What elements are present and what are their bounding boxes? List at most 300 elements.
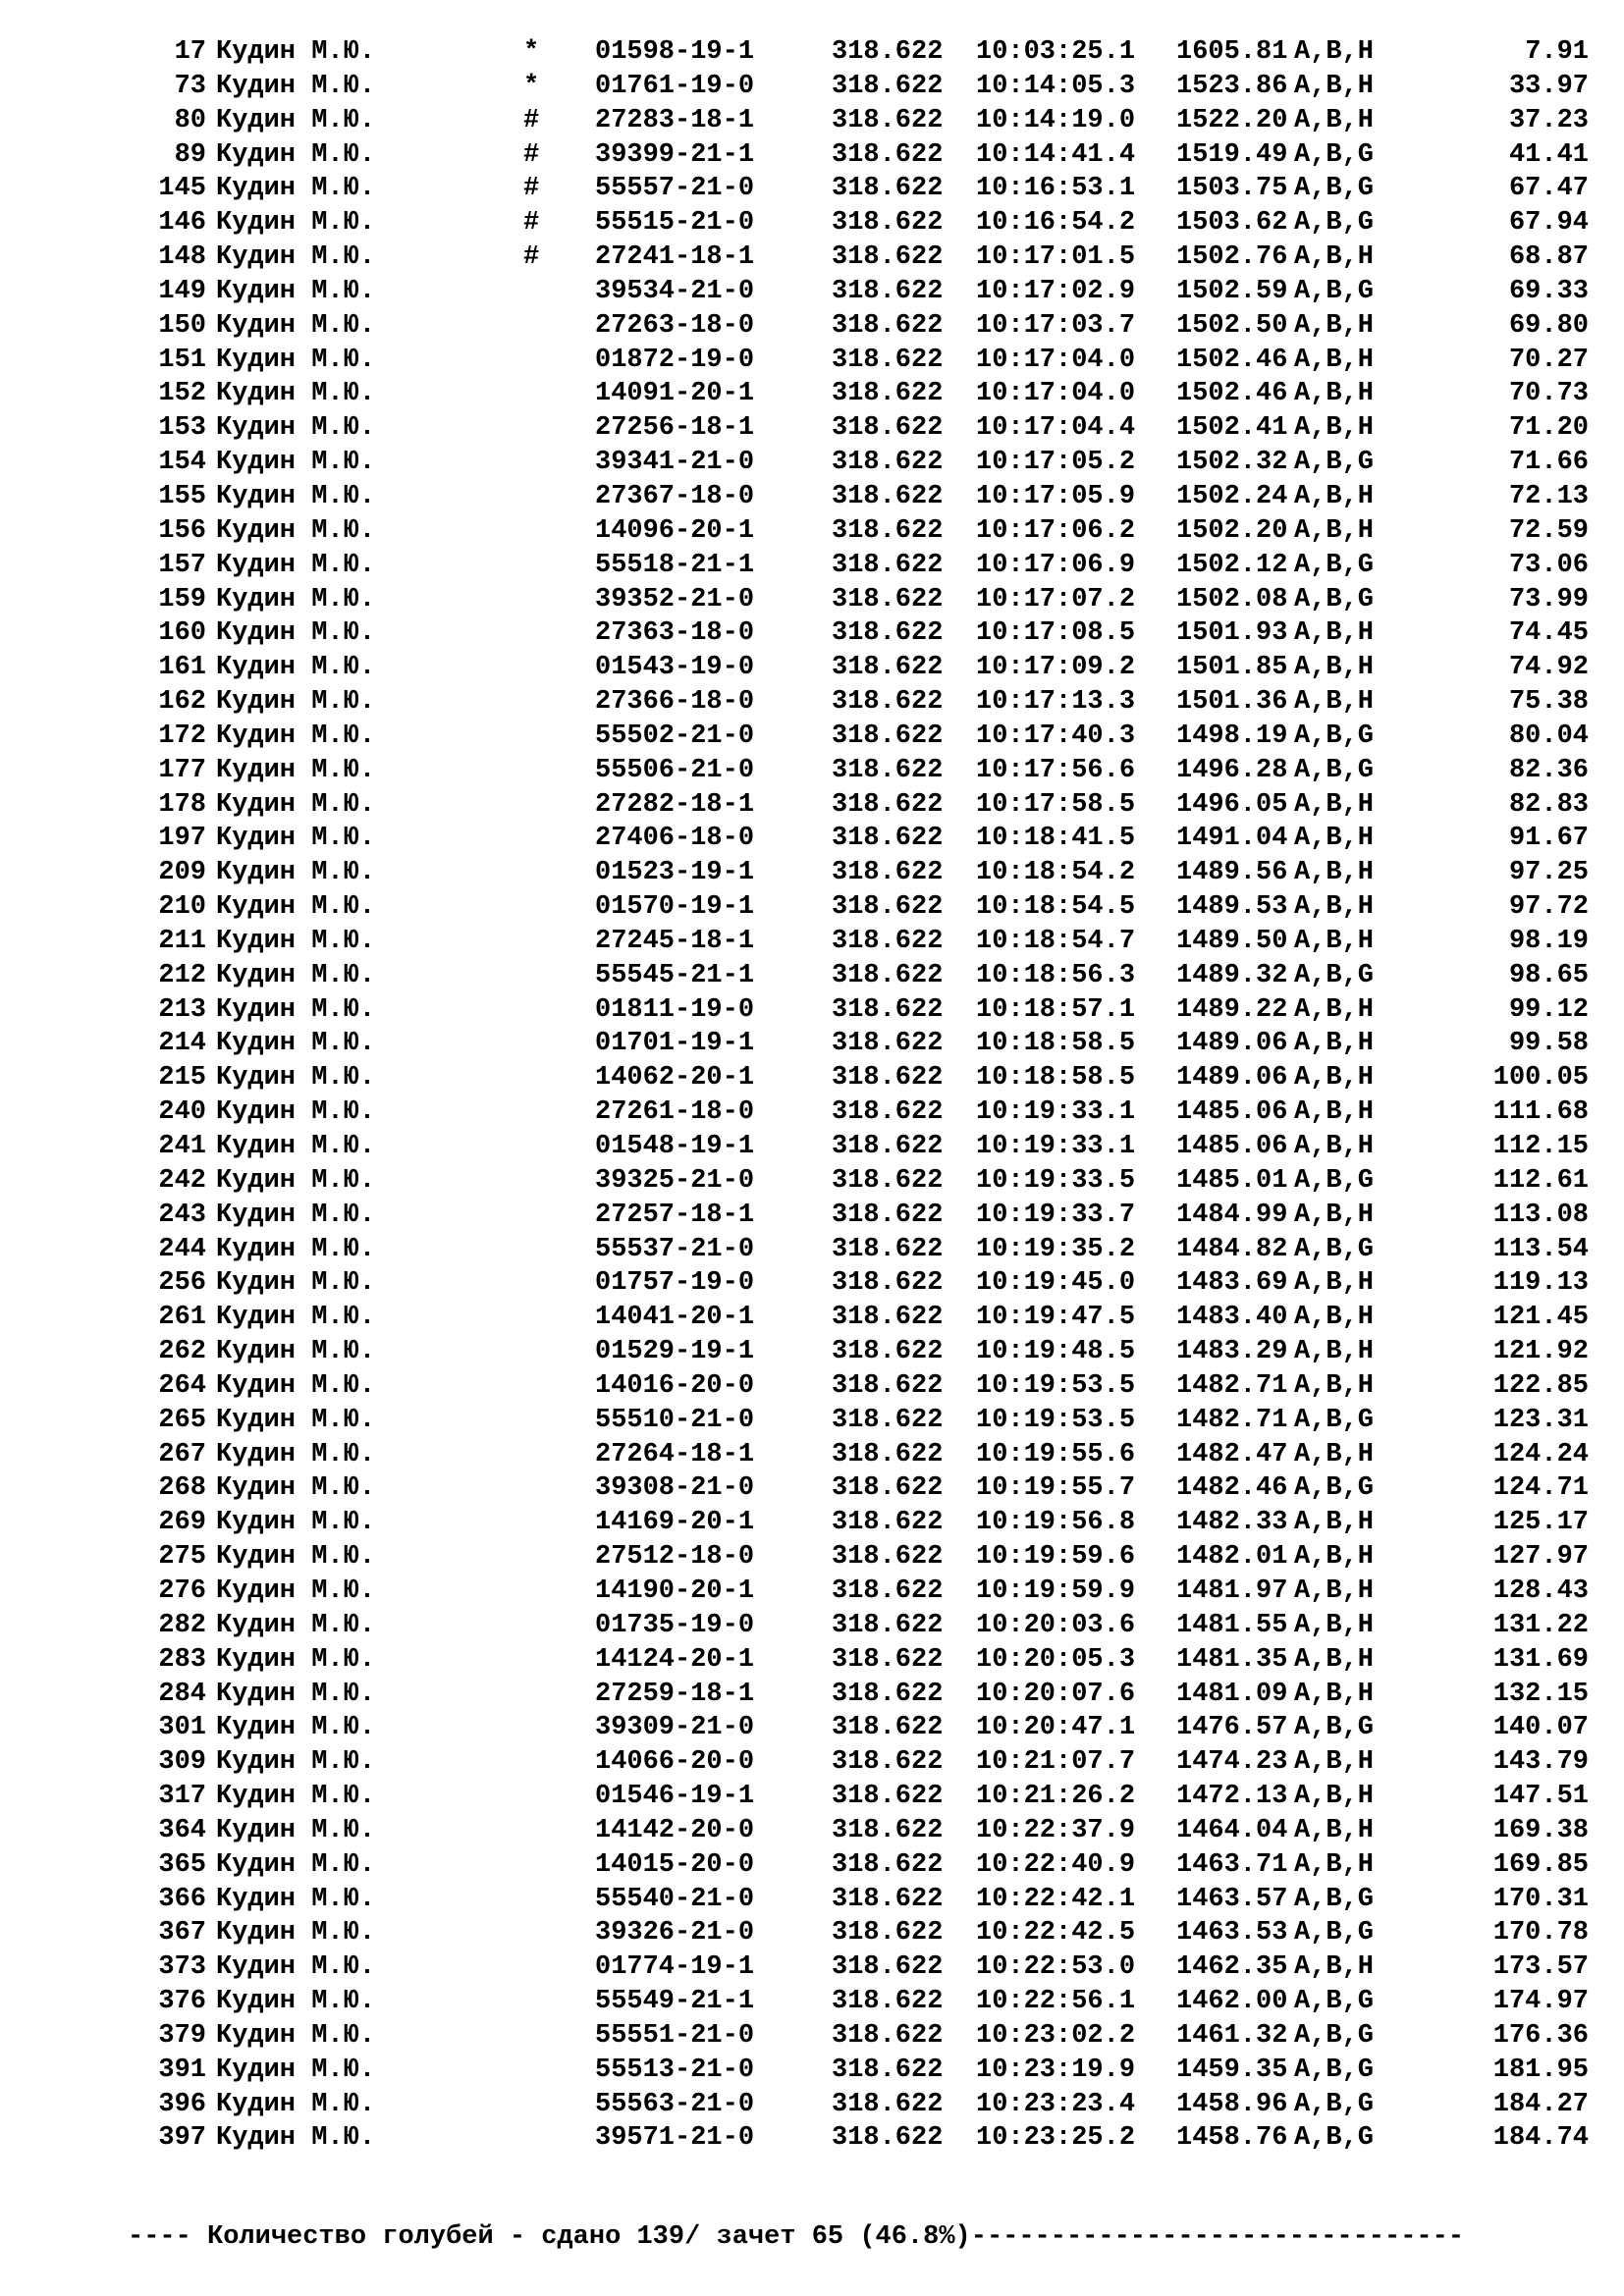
cell-pts: 73.99 (1508, 584, 1589, 614)
cell-dist: 318.622 (832, 653, 944, 683)
cell-place: 364 (158, 1815, 206, 1845)
table-row (0, 1711, 1624, 1745)
cell-speed: 1502.59 (1176, 276, 1288, 306)
cell-cat: A,B,H (1294, 242, 1375, 273)
cell-speed: 1484.99 (1176, 1200, 1288, 1230)
cell-time: 10:03:25.1 (976, 37, 1136, 67)
cell-name: Кудин М.Ю. (216, 1337, 376, 1367)
cell-pts: 176.36 (1492, 2020, 1589, 2051)
cell-cat: A,B,G (1294, 1165, 1375, 1196)
cell-name: Кудин М.Ю. (216, 1575, 376, 1606)
cell-ring: 55537-21-0 (595, 1234, 755, 1264)
cell-time: 10:17:09.2 (976, 653, 1136, 683)
cell-dist: 318.622 (832, 515, 944, 546)
cell-pts: 99.12 (1508, 994, 1589, 1025)
cell-dist: 318.622 (832, 1952, 944, 1983)
cell-time: 10:17:56.6 (976, 755, 1136, 785)
cell-dist: 318.622 (832, 858, 944, 888)
cell-place: 397 (158, 2123, 206, 2154)
cell-name: Кудин М.Ю. (216, 1815, 376, 1845)
cell-speed: 1482.46 (1176, 1473, 1288, 1504)
cell-pts: 169.85 (1492, 1849, 1589, 1880)
cell-pts: 98.19 (1508, 926, 1589, 956)
cell-speed: 1472.13 (1176, 1782, 1288, 1812)
cell-cat: A,B,H (1294, 1029, 1375, 1059)
cell-name: Кудин М.Ю. (216, 1097, 376, 1128)
cell-name: Кудин М.Ю. (216, 755, 376, 785)
cell-dist: 318.622 (832, 481, 944, 511)
cell-place: 268 (158, 1473, 206, 1504)
cell-pts: 74.92 (1508, 653, 1589, 683)
cell-cat: A,B,H (1294, 653, 1375, 683)
cell-cat: A,B,H (1294, 1679, 1375, 1709)
cell-ring: 55510-21-0 (595, 1405, 755, 1435)
cell-ring: 14015-20-0 (595, 1849, 755, 1880)
cell-speed: 1483.40 (1176, 1303, 1288, 1333)
cell-time: 10:18:56.3 (976, 960, 1136, 990)
table-row (0, 206, 1624, 240)
cell-name: Кудин М.Ю. (216, 1473, 376, 1504)
cell-cat: A,B,H (1294, 1337, 1375, 1367)
cell-time: 10:19:56.8 (976, 1508, 1136, 1538)
cell-ring: 39352-21-0 (595, 584, 755, 614)
cell-place: 282 (158, 1610, 206, 1640)
cell-speed: 1502.12 (1176, 550, 1288, 580)
cell-place: 177 (158, 755, 206, 785)
cell-dist: 318.622 (832, 1337, 944, 1367)
table-row (0, 754, 1624, 788)
table-row (0, 1609, 1624, 1643)
cell-dist: 318.622 (832, 2123, 944, 2154)
cell-pts: 112.15 (1492, 1132, 1589, 1161)
cell-ring: 55557-21-0 (595, 174, 755, 204)
cell-time: 10:19:33.5 (976, 1165, 1136, 1196)
cell-cat: A,B,H (1294, 687, 1375, 718)
cell-cat: A,B,H (1294, 858, 1375, 888)
cell-pts: 80.04 (1508, 721, 1589, 751)
cell-cat: A,B,H (1294, 515, 1375, 546)
cell-cat: A,B,H (1294, 618, 1375, 649)
cell-speed: 1605.81 (1176, 37, 1288, 67)
table-row (0, 411, 1624, 446)
cell-ring: 01757-19-0 (595, 1268, 755, 1299)
cell-ring: 39326-21-0 (595, 1918, 755, 1949)
cell-time: 10:14:41.4 (976, 139, 1136, 170)
table-row (0, 1985, 1624, 2019)
cell-mark: * (523, 71, 540, 101)
cell-name: Кудин М.Ю. (216, 618, 376, 649)
cell-name: Кудин М.Ю. (216, 1542, 376, 1573)
table-row (0, 1814, 1624, 1848)
cell-ring: 39571-21-0 (595, 2123, 755, 2154)
cell-ring: 14096-20-1 (595, 515, 755, 546)
cell-name: Кудин М.Ю. (216, 2055, 376, 2085)
cell-dist: 318.622 (832, 1644, 944, 1675)
cell-name: Кудин М.Ю. (216, 105, 376, 135)
cell-cat: A,B,H (1294, 1200, 1375, 1230)
cell-place: 146 (158, 208, 206, 239)
cell-name: Кудин М.Ю. (216, 515, 376, 546)
cell-place: 267 (158, 1439, 206, 1469)
cell-cat: A,B,H (1294, 926, 1375, 956)
cell-mark: # (523, 105, 540, 135)
cell-cat: A,B,H (1294, 1132, 1375, 1161)
cell-cat: A,B,H (1294, 994, 1375, 1025)
cell-speed: 1463.71 (1176, 1849, 1288, 1880)
cell-speed: 1489.06 (1176, 1063, 1288, 1094)
cell-pts: 140.07 (1492, 1713, 1589, 1743)
table-row (0, 993, 1624, 1028)
cell-cat: A,B,H (1294, 1815, 1375, 1845)
cell-speed: 1489.06 (1176, 1029, 1288, 1059)
cell-name: Кудин М.Ю. (216, 1713, 376, 1743)
cell-time: 10:19:53.5 (976, 1405, 1136, 1435)
cell-place: 152 (158, 379, 206, 409)
cell-speed: 1485.06 (1176, 1097, 1288, 1128)
cell-place: 242 (158, 1165, 206, 1196)
table-row (0, 377, 1624, 411)
cell-name: Кудин М.Ю. (216, 789, 376, 820)
cell-ring: 01811-19-0 (595, 994, 755, 1025)
cell-ring: 27366-18-0 (595, 687, 755, 718)
cell-pts: 37.23 (1508, 105, 1589, 135)
cell-place: 309 (158, 1747, 206, 1778)
table-row (0, 1780, 1624, 1814)
cell-name: Кудин М.Ю. (216, 721, 376, 751)
cell-time: 10:19:33.7 (976, 1200, 1136, 1230)
cell-name: Кудин М.Ю. (216, 1644, 376, 1675)
cell-speed: 1502.08 (1176, 584, 1288, 614)
cell-time: 10:17:40.3 (976, 721, 1136, 751)
cell-place: 89 (174, 139, 206, 170)
cell-speed: 1502.32 (1176, 448, 1288, 478)
cell-speed: 1482.71 (1176, 1405, 1288, 1435)
cell-dist: 318.622 (832, 1439, 944, 1469)
table-row (0, 309, 1624, 344)
cell-pts: 98.65 (1508, 960, 1589, 990)
cell-pts: 124.71 (1492, 1473, 1589, 1504)
cell-dist: 318.622 (832, 2055, 944, 2085)
cell-pts: 74.45 (1508, 618, 1589, 649)
cell-cat: A,B,G (1294, 276, 1375, 306)
cell-place: 210 (158, 892, 206, 923)
cell-ring: 39534-21-0 (595, 276, 755, 306)
cell-time: 10:19:45.0 (976, 1268, 1136, 1299)
cell-ring: 14016-20-0 (595, 1370, 755, 1401)
cell-cat: A,B,H (1294, 789, 1375, 820)
cell-dist: 318.622 (832, 926, 944, 956)
table-row (0, 1916, 1624, 1950)
cell-dist: 318.622 (832, 721, 944, 751)
cell-name: Кудин М.Ю. (216, 1747, 376, 1778)
cell-time: 10:23:19.9 (976, 2055, 1136, 2085)
cell-dist: 318.622 (832, 1815, 944, 1845)
cell-place: 261 (158, 1303, 206, 1333)
table-row (0, 583, 1624, 617)
cell-name: Кудин М.Ю. (216, 1063, 376, 1094)
cell-dist: 318.622 (832, 448, 944, 478)
cell-pts: 173.57 (1492, 1952, 1589, 1983)
results-table (0, 35, 1624, 2156)
cell-dist: 318.622 (832, 37, 944, 67)
cell-pts: 41.41 (1508, 139, 1589, 170)
cell-place: 157 (158, 550, 206, 580)
table-row (0, 1027, 1624, 1061)
cell-cat: A,B,H (1294, 1782, 1375, 1812)
cell-place: 17 (174, 37, 206, 67)
cell-pts: 97.72 (1508, 892, 1589, 923)
cell-name: Кудин М.Ю. (216, 174, 376, 204)
cell-dist: 318.622 (832, 1679, 944, 1709)
cell-place: 73 (174, 71, 206, 101)
cell-speed: 1502.41 (1176, 413, 1288, 444)
cell-name: Кудин М.Ю. (216, 2089, 376, 2119)
cell-time: 10:17:05.2 (976, 448, 1136, 478)
cell-ring: 27406-18-0 (595, 824, 755, 854)
cell-speed: 1482.71 (1176, 1370, 1288, 1401)
cell-dist: 318.622 (832, 1610, 944, 1640)
cell-ring: 27367-18-0 (595, 481, 755, 511)
cell-cat: A,B,H (1294, 1508, 1375, 1538)
cell-dist: 318.622 (832, 2089, 944, 2119)
cell-dist: 318.622 (832, 242, 944, 273)
cell-cat: A,B,G (1294, 2089, 1375, 2119)
table-row (0, 1335, 1624, 1369)
cell-speed: 1502.46 (1176, 345, 1288, 375)
table-row (0, 172, 1624, 206)
table-row (0, 1164, 1624, 1199)
cell-speed: 1461.32 (1176, 2020, 1288, 2051)
cell-ring: 55513-21-0 (595, 2055, 755, 2085)
cell-mark: # (523, 208, 540, 239)
cell-time: 10:19:48.5 (976, 1337, 1136, 1367)
cell-place: 148 (158, 242, 206, 273)
cell-cat: A,B,G (1294, 174, 1375, 204)
table-row (0, 1266, 1624, 1301)
table-row (0, 1575, 1624, 1609)
cell-pts: 69.80 (1508, 310, 1589, 341)
cell-place: 275 (158, 1542, 206, 1573)
cell-name: Кудин М.Ю. (216, 1884, 376, 1914)
cell-time: 10:18:54.7 (976, 926, 1136, 956)
cell-ring: 14041-20-1 (595, 1303, 755, 1333)
table-row (0, 1199, 1624, 1233)
cell-time: 10:19:59.6 (976, 1542, 1136, 1573)
cell-cat: A,B,G (1294, 721, 1375, 751)
cell-cat: A,B,H (1294, 345, 1375, 375)
cell-cat: A,B,H (1294, 1952, 1375, 1983)
table-row (0, 514, 1624, 549)
table-row (0, 1678, 1624, 1712)
cell-cat: A,B,H (1294, 310, 1375, 341)
cell-pts: 170.78 (1492, 1918, 1589, 1949)
cell-ring: 39309-21-0 (595, 1713, 755, 1743)
cell-cat: A,B,H (1294, 1370, 1375, 1401)
cell-place: 161 (158, 653, 206, 683)
cell-dist: 318.622 (832, 413, 944, 444)
cell-name: Кудин М.Ю. (216, 1849, 376, 1880)
cell-pts: 91.67 (1508, 824, 1589, 854)
cell-name: Кудин М.Ю. (216, 208, 376, 239)
cell-ring: 39341-21-0 (595, 448, 755, 478)
cell-pts: 125.17 (1492, 1508, 1589, 1538)
cell-name: Кудин М.Ю. (216, 1303, 376, 1333)
table-row (0, 1950, 1624, 1985)
cell-cat: A,B,H (1294, 379, 1375, 409)
cell-speed: 1496.28 (1176, 755, 1288, 785)
cell-ring: 39325-21-0 (595, 1165, 755, 1196)
cell-pts: 68.87 (1508, 242, 1589, 273)
cell-pts: 73.06 (1508, 550, 1589, 580)
cell-mark: # (523, 242, 540, 273)
cell-speed: 1458.76 (1176, 2123, 1288, 2154)
cell-name: Кудин М.Ю. (216, 1029, 376, 1059)
cell-mark: # (523, 139, 540, 170)
cell-pts: 113.54 (1492, 1234, 1589, 1264)
cell-dist: 318.622 (832, 1987, 944, 2017)
cell-place: 264 (158, 1370, 206, 1401)
cell-place: 367 (158, 1918, 206, 1949)
cell-place: 197 (158, 824, 206, 854)
cell-time: 10:20:05.3 (976, 1644, 1136, 1675)
cell-place: 178 (158, 789, 206, 820)
cell-speed: 1502.76 (1176, 242, 1288, 273)
cell-dist: 318.622 (832, 1165, 944, 1196)
cell-pts: 99.58 (1508, 1029, 1589, 1059)
cell-place: 153 (158, 413, 206, 444)
cell-pts: 33.97 (1508, 71, 1589, 101)
cell-cat: A,B,H (1294, 824, 1375, 854)
table-row (0, 1540, 1624, 1575)
table-row (0, 788, 1624, 823)
cell-pts: 70.73 (1508, 379, 1589, 409)
cell-cat: A,B,H (1294, 1610, 1375, 1640)
cell-time: 10:18:41.5 (976, 824, 1136, 854)
cell-name: Кудин М.Ю. (216, 1918, 376, 1949)
cell-place: 211 (158, 926, 206, 956)
cell-time: 10:23:25.2 (976, 2123, 1136, 2154)
cell-pts: 69.33 (1508, 276, 1589, 306)
cell-speed: 1503.75 (1176, 174, 1288, 204)
table-row (0, 138, 1624, 173)
cell-dist: 318.622 (832, 1097, 944, 1128)
cell-time: 10:23:02.2 (976, 2020, 1136, 2051)
cell-ring: 55563-21-0 (595, 2089, 755, 2119)
cell-name: Кудин М.Ю. (216, 1165, 376, 1196)
cell-name: Кудин М.Ю. (216, 345, 376, 375)
cell-ring: 01872-19-0 (595, 345, 755, 375)
cell-place: 373 (158, 1952, 206, 1983)
cell-ring: 27261-18-0 (595, 1097, 755, 1128)
cell-cat: A,B,H (1294, 413, 1375, 444)
cell-cat: A,B,H (1294, 1849, 1375, 1880)
cell-speed: 1489.50 (1176, 926, 1288, 956)
cell-place: 391 (158, 2055, 206, 2085)
cell-time: 10:22:42.5 (976, 1918, 1136, 1949)
cell-pts: 143.79 (1492, 1747, 1589, 1778)
cell-dist: 318.622 (832, 755, 944, 785)
cell-ring: 55540-21-0 (595, 1884, 755, 1914)
summary-footer: ---- Количество голубей - сдано 139/ зачет 65 (46.8%)------------------------------- (128, 2222, 1465, 2252)
table-row (0, 549, 1624, 583)
cell-cat: A,B,H (1294, 1575, 1375, 1606)
table-row (0, 1369, 1624, 1404)
cell-name: Кудин М.Ю. (216, 1610, 376, 1640)
cell-speed: 1501.93 (1176, 618, 1288, 649)
cell-ring: 14124-20-1 (595, 1644, 755, 1675)
table-row (0, 1643, 1624, 1678)
cell-dist: 318.622 (832, 584, 944, 614)
table-row (0, 720, 1624, 754)
cell-time: 10:17:07.2 (976, 584, 1136, 614)
cell-time: 10:17:04.4 (976, 413, 1136, 444)
cell-name: Кудин М.Ю. (216, 1508, 376, 1538)
cell-time: 10:22:42.1 (976, 1884, 1136, 1914)
cell-time: 10:19:59.9 (976, 1575, 1136, 1606)
cell-pts: 184.27 (1492, 2089, 1589, 2119)
table-row (0, 1438, 1624, 1472)
cell-pts: 82.83 (1508, 789, 1589, 820)
cell-cat: A,B,G (1294, 1918, 1375, 1949)
cell-speed: 1483.69 (1176, 1268, 1288, 1299)
cell-name: Кудин М.Ю. (216, 1268, 376, 1299)
cell-speed: 1482.01 (1176, 1542, 1288, 1573)
cell-time: 10:18:58.5 (976, 1029, 1136, 1059)
cell-place: 365 (158, 1849, 206, 1880)
cell-cat: A,B,H (1294, 1303, 1375, 1333)
cell-dist: 318.622 (832, 139, 944, 170)
cell-name: Кудин М.Ю. (216, 994, 376, 1025)
cell-place: 265 (158, 1405, 206, 1435)
cell-time: 10:17:13.3 (976, 687, 1136, 718)
cell-ring: 01598-19-1 (595, 37, 755, 67)
cell-name: Кудин М.Ю. (216, 413, 376, 444)
cell-dist: 318.622 (832, 1575, 944, 1606)
table-row (0, 1745, 1624, 1780)
cell-ring: 27512-18-0 (595, 1542, 755, 1573)
table-row (0, 480, 1624, 514)
cell-place: 215 (158, 1063, 206, 1094)
cell-dist: 318.622 (832, 1473, 944, 1504)
table-row (0, 446, 1624, 480)
cell-dist: 318.622 (832, 1849, 944, 1880)
cell-time: 10:17:08.5 (976, 618, 1136, 649)
table-row (0, 2121, 1624, 2156)
cell-dist: 318.622 (832, 1542, 944, 1573)
cell-time: 10:20:47.1 (976, 1713, 1136, 1743)
cell-pts: 100.05 (1492, 1063, 1589, 1094)
table-row (0, 959, 1624, 993)
cell-name: Кудин М.Ю. (216, 1405, 376, 1435)
cell-cat: A,B,H (1294, 1542, 1375, 1573)
cell-speed: 1502.20 (1176, 515, 1288, 546)
table-row (0, 1404, 1624, 1438)
cell-place: 214 (158, 1029, 206, 1059)
cell-pts: 128.43 (1492, 1575, 1589, 1606)
cell-name: Кудин М.Ю. (216, 2020, 376, 2051)
cell-pts: 122.85 (1492, 1370, 1589, 1401)
cell-place: 154 (158, 448, 206, 478)
cell-ring: 01529-19-1 (595, 1337, 755, 1367)
cell-ring: 14091-20-1 (595, 379, 755, 409)
cell-time: 10:18:58.5 (976, 1063, 1136, 1094)
cell-speed: 1503.62 (1176, 208, 1288, 239)
cell-dist: 318.622 (832, 105, 944, 135)
cell-dist: 318.622 (832, 345, 944, 375)
table-row (0, 822, 1624, 856)
cell-time: 10:17:06.9 (976, 550, 1136, 580)
cell-ring: 27245-18-1 (595, 926, 755, 956)
